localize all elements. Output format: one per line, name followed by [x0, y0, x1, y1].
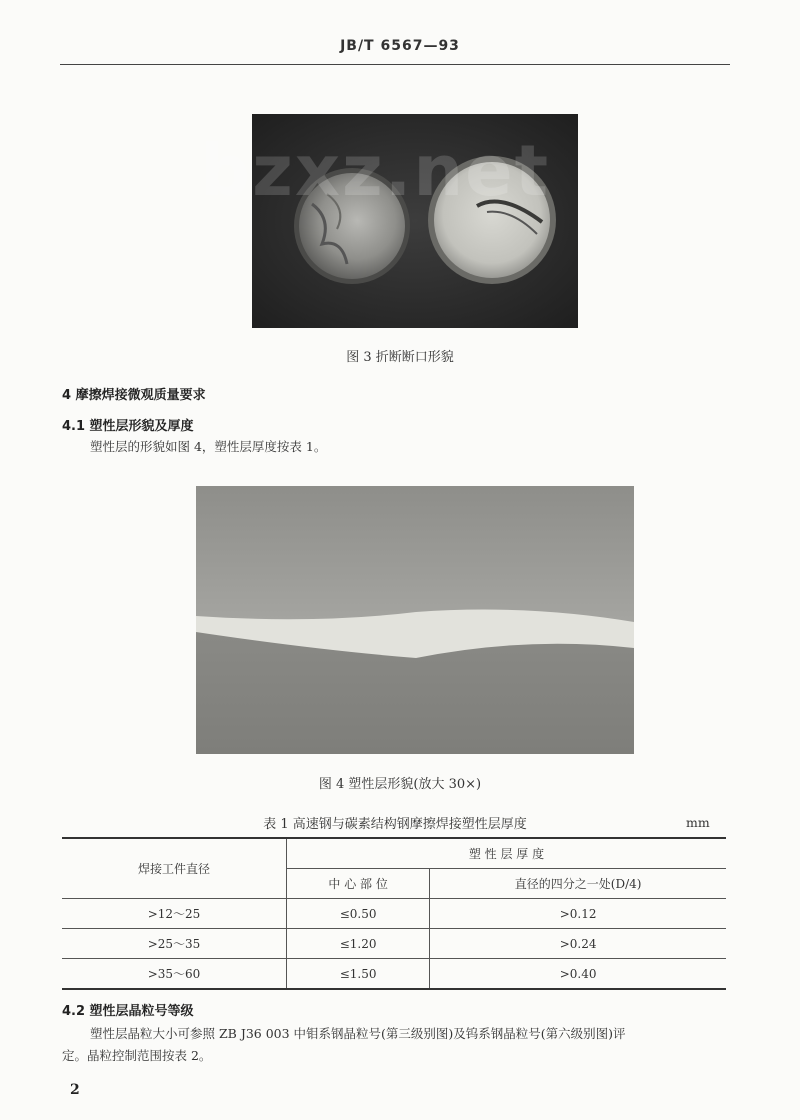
figure-4-caption: 图 4 塑性层形貌(放大 30×): [318, 777, 482, 792]
section-4-heading: 4 摩擦焊接微观质量要求: [62, 388, 206, 403]
header-rule: [60, 64, 730, 65]
cell-diameter: >12～25: [62, 899, 287, 929]
cell-diameter: >25～35: [62, 929, 287, 959]
standard-number-header: JB/T 6567—93: [340, 38, 460, 54]
table-1-unit: mm: [686, 815, 710, 830]
figure-4-photo: [196, 486, 634, 754]
cell-diameter: >35～60: [62, 959, 287, 990]
header-quarter: 直径的四分之一处(D/4): [514, 877, 642, 891]
section-4-2-text-line2: 定。晶粒控制范围按表 2。: [62, 1048, 212, 1063]
cell-center: ≤1.20: [287, 929, 430, 959]
table-row: [62, 929, 726, 959]
section-4-2-text-line1: 塑性层晶粒大小可参照 ZB J36 003 中钼系钢晶粒号(第三级别图)及钨系钢晶粒号(第六级别图)评: [90, 1026, 626, 1041]
figure-3-caption: 图 3 折断断口形貌: [346, 350, 454, 365]
header-center: 中 心 部 位: [287, 869, 430, 899]
table-row: [62, 959, 726, 990]
page-number: 2: [70, 1082, 80, 1098]
section-4-1-heading: 4.1 塑性层形貌及厚度: [62, 419, 194, 434]
cell-quarter: >0.40: [559, 966, 597, 981]
watermark: bzxz.net: [200, 130, 551, 212]
header-layer-thickness: 塑 性 层 厚 度: [287, 838, 727, 869]
section-4-2-heading: 4.2 塑性层晶粒号等级: [62, 1004, 194, 1019]
plastic-layer-micrograph: [196, 486, 634, 754]
table-row: [62, 899, 726, 929]
table-1: [62, 837, 726, 990]
cell-quarter: >0.12: [559, 906, 597, 921]
header-diameter: 焊接工件直径: [62, 838, 287, 899]
cell-quarter: >0.24: [559, 936, 597, 951]
table-1-title: 表 1 高速钢与碳素结构钢摩擦焊接塑性层厚度: [263, 817, 527, 832]
cell-center: ≤1.50: [287, 959, 430, 990]
cell-center: ≤0.50: [287, 899, 430, 929]
section-4-1-text: 塑性层的形貌如图 4，塑性层厚度按表 1。: [90, 439, 327, 454]
